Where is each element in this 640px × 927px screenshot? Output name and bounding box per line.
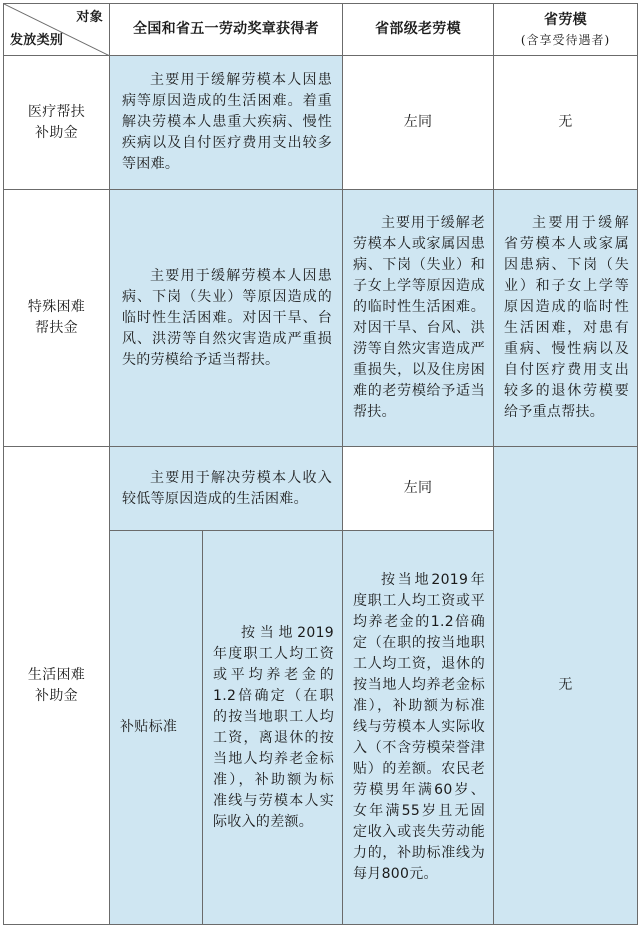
row-living xyxy=(4,447,638,531)
category-living xyxy=(4,447,110,925)
category-medical-label: 医疗帮扶 补助金 xyxy=(27,103,86,141)
medical-provincial-cell: 无 xyxy=(494,56,638,190)
header-ministerial-model: 省部级老劳模 xyxy=(343,4,494,56)
corner-label-category: 发放类别 xyxy=(10,33,64,48)
medical-ministerial-cell: 左同 xyxy=(343,56,494,190)
living-standard-ministerial-cell xyxy=(343,531,494,925)
special-provincial-cell xyxy=(494,190,638,447)
special-national-text: 主要用于缓解劳模本人因患病、下岗（失业）等原因造成的临时性生活困难。对因干旱、台风、洪涝等自然灾害造成严重损失的劳模给予适当帮扶。 xyxy=(122,267,332,368)
header-provincial-model-title: 省劳模 xyxy=(544,12,587,28)
living-national-cell xyxy=(110,447,343,531)
header-provincial-model-note: (含享受待遇者) xyxy=(520,33,611,47)
category-medical xyxy=(4,56,110,190)
living-standard-label: 补贴标准 xyxy=(110,531,203,925)
category-special xyxy=(4,190,110,447)
living-ministerial-cell: 左同 xyxy=(343,447,494,531)
category-living-label: 生活困难 补助金 xyxy=(27,666,86,704)
category-special-label: 特殊困难 帮扶金 xyxy=(27,299,86,336)
special-ministerial-cell xyxy=(343,190,494,447)
living-standard-ministerial-text: 按当地2019年度职工人均工资或平均养老金的1.2倍确定（在职的按当地职工人均工资，退休的按当地人均养老金标准），补助额为标准线与劳模本人实际收入（不含劳模荣誉津贴）的差额。农民老劳模男年满60岁、女年满55岁且无固定收入或丧失劳动能力的，补助标准线为每月800元。 xyxy=(353,572,485,882)
living-standard-national-text: 按当地2019年度职工人均工资或平均养老金的1.2倍确定（在职的按当地职工人均工资，离退休的按当地人均养老金标准），补助额为标准线与劳模本人实际收入的差额。 xyxy=(213,624,334,830)
benefit-table xyxy=(3,3,638,925)
special-ministerial-text: 主要用于缓解老劳模本人或家属因患病、下岗（失业）和子女上学等原因造成的临时性生活困难。对因干旱、台风、洪涝等自然灾害造成严重损失，以及住房困难的老劳模给予适当帮扶。 xyxy=(353,215,485,420)
header-row xyxy=(4,4,638,56)
medical-national-text: 主要用于缓解劳模本人因患病等原因造成的生活困难。着重解决劳模本人患重大疾病、慢性疾病以及自付医疗费用支出较多等困难。 xyxy=(122,72,332,172)
special-national-cell xyxy=(110,190,343,447)
header-provincial-model xyxy=(494,4,638,56)
living-national-text: 主要用于解决劳模本人收入较低等原因造成的生活困难。 xyxy=(122,469,332,507)
special-provincial-text: 主要用于缓解省劳模本人或家属因患病、下岗（失业）和子女上学等原因造成的临时性生活困难，对患有重病、慢性病以及自付医疗费用支出较多的退休劳模要给予重点帮扶。 xyxy=(504,215,629,420)
living-standard-national-cell xyxy=(203,531,343,925)
corner-label-object: 对象 xyxy=(76,10,103,25)
living-provincial-cell: 无 xyxy=(494,447,638,925)
header-national-medal: 全国和省五一劳动奖章获得者 xyxy=(110,4,343,56)
row-medical xyxy=(4,56,638,190)
corner-cell xyxy=(4,4,110,56)
medical-national-cell xyxy=(110,56,343,190)
row-special xyxy=(4,190,638,447)
